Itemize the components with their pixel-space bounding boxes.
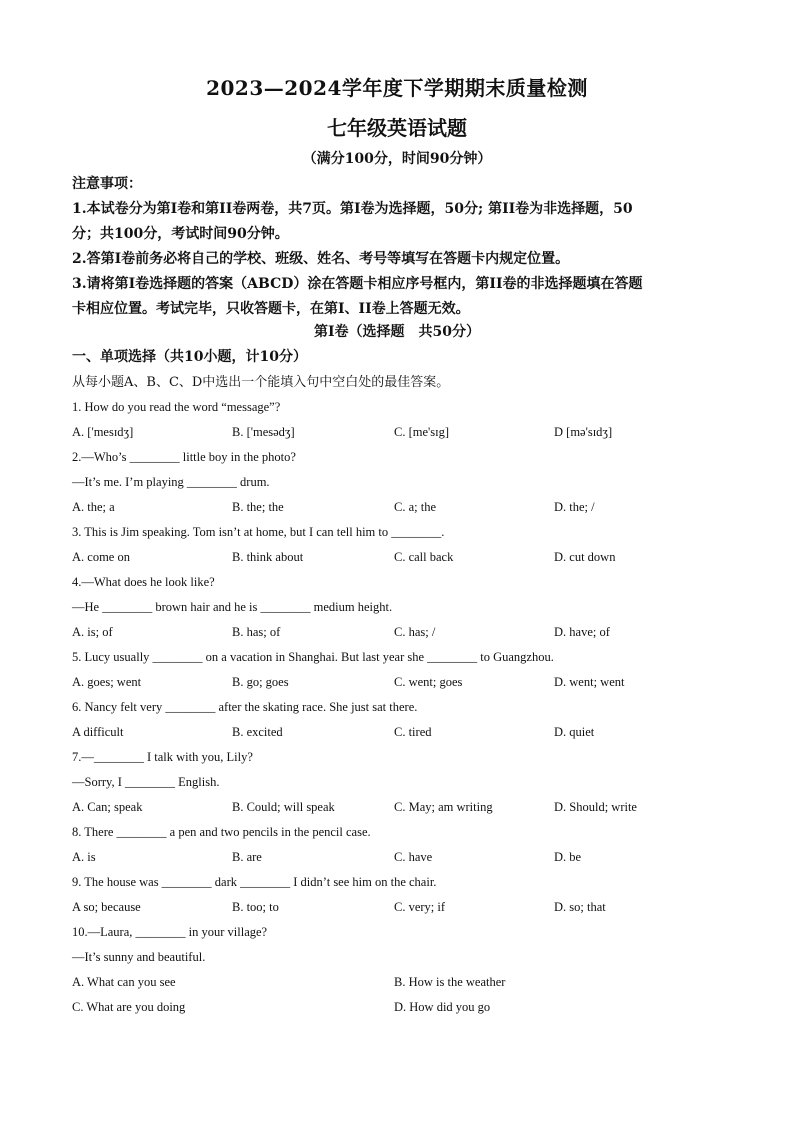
option-c: C. a; the (394, 500, 437, 514)
exam-score-time: （满分100分，时间90分钟） (302, 151, 492, 167)
questions-list (72, 395, 724, 1020)
question-options (72, 420, 724, 445)
section-header: 第I卷（选择题 共50分） (313, 324, 481, 340)
question-options (72, 670, 724, 695)
option-a: A. is (72, 850, 96, 864)
question-stem: 8. There ________ a pen and two pencils in the pencil case. (72, 825, 371, 839)
option-a: A. ['mesɪdʒ] (72, 425, 134, 439)
question-stem: 3. This is Jim speaking. Tom isn’t at home, but I can tell him to ________. (72, 525, 445, 539)
option-b: B. go; goes (232, 675, 289, 689)
question-options (72, 795, 724, 820)
option-d: D. the; / (554, 500, 595, 514)
option-d: D. went; went (554, 675, 625, 689)
part-instruction: 从每小题A、B、C、D中选出一个能填入句中空白处的最佳答案。 (72, 375, 450, 390)
question-stem: 6. Nancy felt very ________ after the skating race. She just sat there. (72, 700, 418, 714)
notes-line: 3.请将第I卷选择题的答案（ABCD）涂在答题卡相应序号框内，第II卷的非选择题填在答题 (72, 276, 643, 292)
notes-line: 卡相应位置。考试完毕，只收答题卡，在第I、II卷上答题无效。 (72, 301, 470, 317)
option-c: C. has; / (394, 625, 436, 639)
option-a: A difficult (72, 725, 124, 739)
question-options (72, 545, 724, 570)
question-stem: —It’s me. I’m playing ________ drum. (72, 475, 270, 489)
option-c: C. call back (394, 550, 454, 564)
notes-line: 分；共100分，考试时间90分钟。 (72, 226, 289, 242)
option-b: B. ['mesədʒ] (232, 425, 295, 439)
question-stem: —He ________ brown hair and he is ________ medium height. (72, 600, 393, 614)
option-a: A. goes; went (72, 675, 142, 689)
question-stem: 9. The house was ________ dark ________ I didn’t see him on the chair. (72, 875, 437, 889)
option-b: B. Could; will speak (232, 800, 335, 814)
part-heading: 一、单项选择（共10小题，计10分） (72, 349, 307, 365)
question-stem: 4.—What does he look like? (72, 575, 215, 589)
question-stem: 5. Lucy usually ________ on a vacation in Shanghai. But last year she ________ to Guangzhou. (72, 650, 554, 664)
notes-heading: 注意事项： (72, 176, 142, 192)
question-stem: 1. How do you read the word “message”? (72, 400, 281, 414)
question-options (72, 995, 724, 1020)
option-b: B. excited (232, 725, 283, 739)
option-d: D. cut down (554, 550, 616, 564)
option-d: D [mə'sɪdʒ] (554, 425, 613, 439)
question-options (72, 970, 724, 995)
option-c: C. tired (394, 725, 432, 739)
notes-block (72, 172, 724, 322)
option-c: C. What are you doing (72, 1000, 186, 1014)
option-a: A. is; of (72, 625, 113, 639)
option-c: C. [me'sɪg] (394, 425, 450, 439)
option-d: D. have; of (554, 625, 610, 639)
question-stem: 7.—________ I talk with you, Lily? (72, 750, 253, 764)
question-options (72, 620, 724, 645)
option-a: A. Can; speak (72, 800, 143, 814)
option-d: D. so; that (554, 900, 606, 914)
option-c: C. May; am writing (394, 800, 493, 814)
option-c: C. have (394, 850, 433, 864)
option-a: A so; because (72, 900, 141, 914)
option-a: A. come on (72, 550, 130, 564)
option-d: D. be (554, 850, 582, 864)
option-b: B. too; to (232, 900, 279, 914)
question-options (72, 495, 724, 520)
option-d: D. How did you go (394, 1000, 491, 1014)
option-d: D. Should; write (554, 800, 637, 814)
option-d: D. quiet (554, 725, 595, 739)
question-stem: 10.—Laura, ________ in your village? (72, 925, 268, 939)
option-a: A. the; a (72, 500, 115, 514)
option-c: C. very; if (394, 900, 446, 914)
option-b: B. How is the weather (394, 975, 506, 989)
option-a: A. What can you see (72, 975, 176, 989)
exam-title: 2023—2024学年度下学期期末质量检测 (206, 76, 588, 100)
notes-line: 2.答第I卷前务必将自己的学校、班级、姓名、考号等填写在答题卡内规定位置。 (72, 251, 570, 267)
option-b: B. are (232, 850, 262, 864)
option-b: B. the; the (232, 500, 284, 514)
option-b: B. think about (232, 550, 304, 564)
question-options (72, 845, 724, 870)
question-stem: —It’s sunny and beautiful. (72, 950, 206, 964)
option-c: C. went; goes (394, 675, 463, 689)
question-options (72, 720, 724, 745)
question-stem: —Sorry, I ________ English. (72, 775, 220, 789)
exam-subject-title: 七年级英语试题 (327, 116, 467, 140)
notes-line: 1.本试卷分为第I卷和第II卷两卷，共7页。第I卷为选择题，50分; 第II卷为非选择题，50 (72, 201, 633, 217)
option-b: B. has; of (232, 625, 281, 639)
question-options (72, 895, 724, 920)
question-stem: 2.—Who’s ________ little boy in the photo? (72, 450, 296, 464)
